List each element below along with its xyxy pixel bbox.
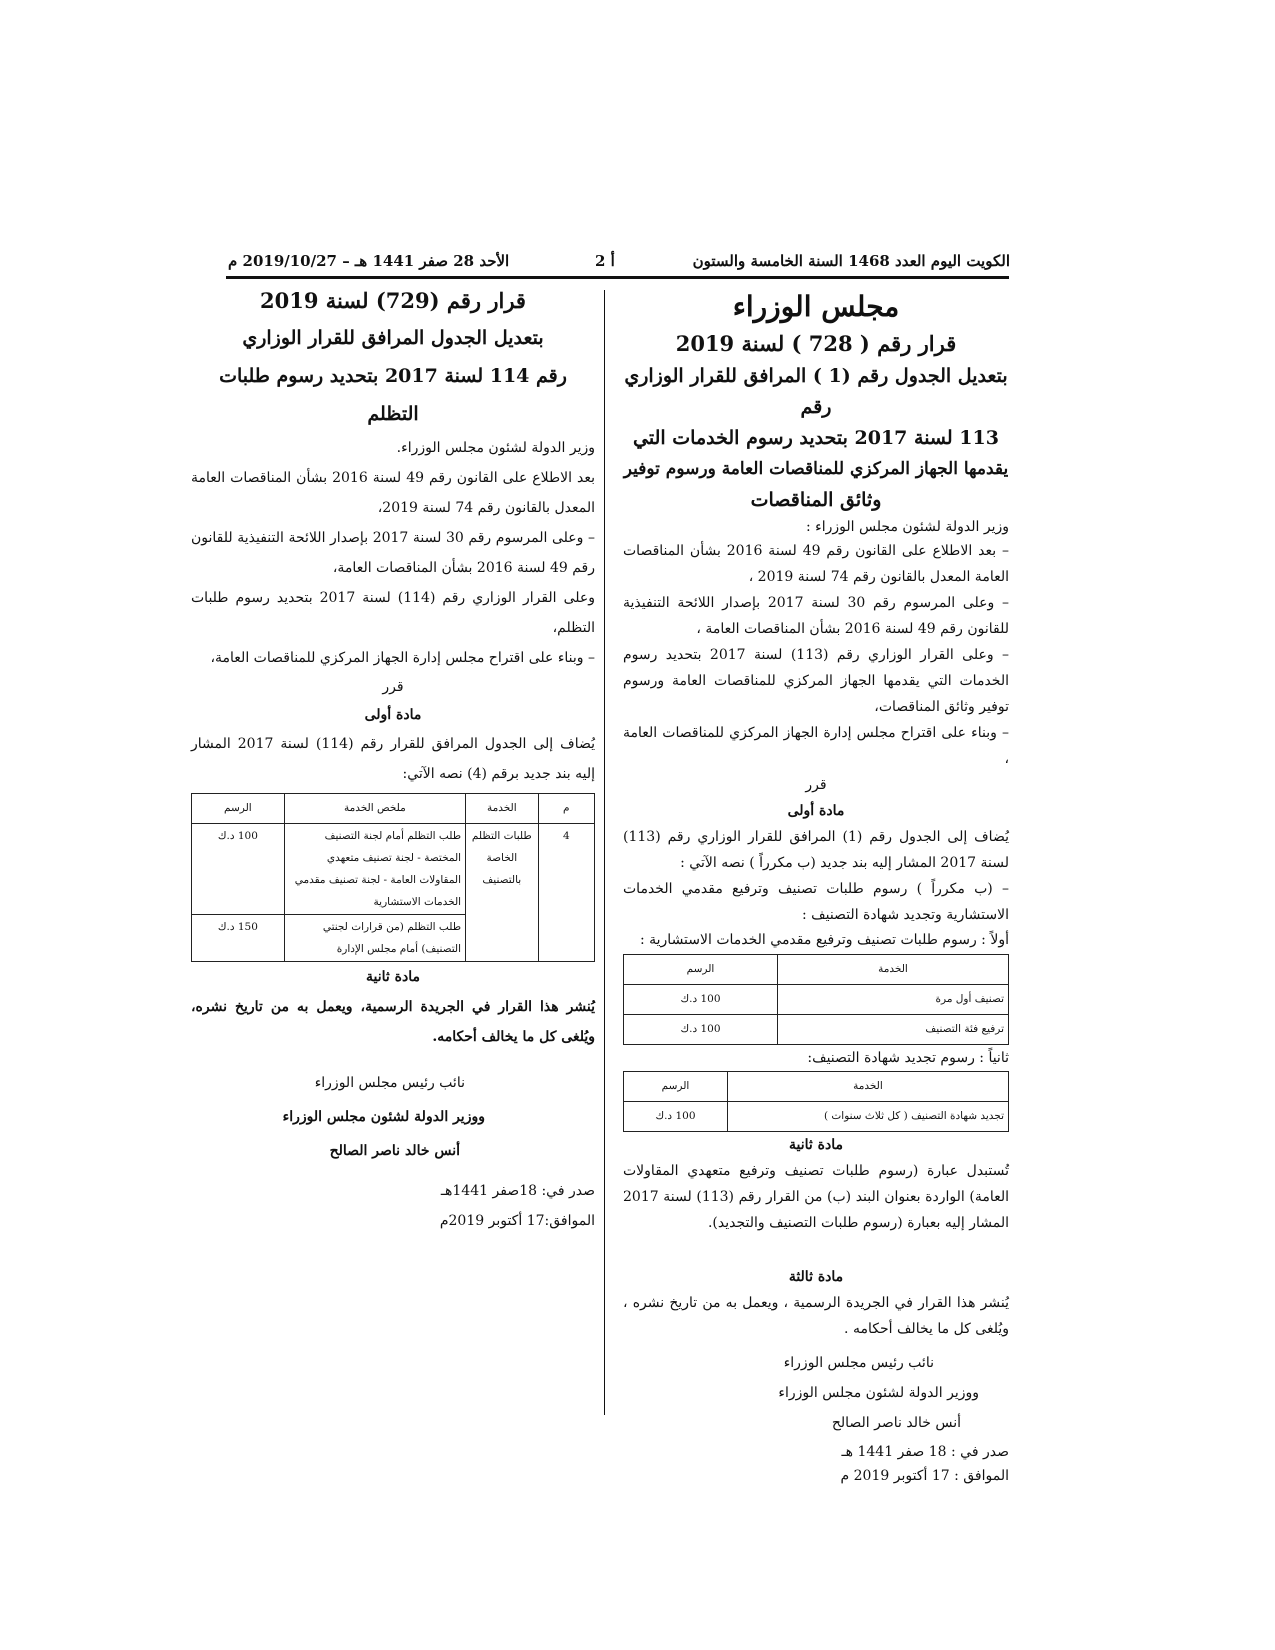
table-header-fee: الرسم	[624, 1072, 728, 1102]
signatory-title-2: ووزير الدولة لشئون مجلس الوزراء	[282, 1109, 485, 1125]
preamble-decision: وعلى القرار الوزاري رقم (114) لسنة 2017 بتحديد رسوم طلبات التظلم،	[191, 590, 595, 636]
preamble-decision: – وعلى القرار الوزاري رقم (113) لسنة 2017 بتحديد رسوم الخدمات التي يقدمها الجهاز المركزي للمناقصات العامة ورسوم توفير وثائق المناقصات،	[623, 647, 1009, 715]
article-1-text: يُضاف إلى الجدول المرافق للقرار رقم (114) لسنة 2017 المشار إليه بند جديد برقم (4) نصه الآتي:	[191, 736, 596, 782]
table-cell-service: تصنيف أول مرة	[778, 985, 1009, 1015]
consulting-fees-table	[623, 954, 1009, 1045]
cabinet-heading: مجلس الوزراء	[732, 290, 900, 323]
decision-728-title-line: بتعديل الجدول رقم (1 ) المرافق للقرار الوزاري رقم	[624, 365, 1008, 418]
article-3-text: يُنشر هذا القرار في الجريدة الرسمية ، ويعمل به من تاريخ نشره ، ويُلغى كل ما يخالف أحكامه .	[623, 1295, 1009, 1337]
table-cell-number: 4	[538, 824, 594, 962]
header-page-number: أ 2	[595, 252, 615, 270]
article-2-text: يُنشر هذا القرار في الجريدة الرسمية، ويعمل به من تاريخ نشره، ويُلغى كل ما يخالف أحكامه.	[191, 999, 595, 1045]
preamble-proposal: – وبناء على اقتراح مجلس إدارة الجهاز المركزي للمناقصات العامة ،	[623, 725, 1009, 767]
gregorian-date: الموافق:17 أكتوبر 2019م	[439, 1213, 595, 1229]
table-header-summary: ملخص الخدمة	[284, 794, 465, 824]
article-3-title: مادة ثالثة	[788, 1269, 844, 1285]
article-1-title: مادة أولى	[364, 707, 422, 723]
preamble-law: – بعد الاطلاع على القانون رقم 49 لسنة 2016 بشأن المناقصات العامة المعدل بالقانون رقم 74 لسنة 2019 ،	[623, 543, 1010, 585]
preamble-law: بعد الاطلاع على القانون رقم 49 لسنة 2016 بشأن المناقصات العامة المعدل بالقانون رقم 74 لسنة 2019،	[191, 470, 595, 516]
table-header-service: الخدمة	[466, 794, 539, 824]
table-header-number: م	[538, 794, 594, 824]
second-section-label: ثانياً : رسوم تجديد شهادة التصنيف:	[807, 1050, 1009, 1066]
table-cell-fee: 100 د.ك	[192, 824, 285, 915]
decision-729-column	[191, 283, 595, 1236]
article-2-text: تُستبدل عبارة (رسوم طلبات تصنيف وترفيع متعهدي المقاولات العامة) الواردة بعنوان البند (ب) من القرار رقم (113) لسنة 2017 المشار إليه بعبارة (رسوم طلبات التصنيف والتجديد).	[623, 1163, 1009, 1231]
decision-728-number: قرار رقم ( 728 ) لسنة 2019	[675, 331, 957, 356]
minister-line: وزير الدولة لشئون مجلس الوزراء.	[396, 440, 595, 456]
grievance-fees-table	[191, 793, 595, 962]
preamble-proposal: – وبناء على اقتراح مجلس إدارة الجهاز المركزي للمناقصات العامة،	[210, 650, 595, 666]
table-cell-service: طلبات التظلم الخاصة بالتصنيف	[466, 824, 539, 962]
table-header-service: الخدمة	[727, 1072, 1008, 1102]
table-header-fee: الرسم	[624, 955, 778, 985]
article-1-title: مادة أولى	[787, 803, 845, 819]
decision-728-title-line: يقدمها الجهاز المركزي للمناقصات العامة ورسوم توفير	[623, 459, 1009, 479]
column-divider	[604, 290, 605, 1415]
decision-728-column	[623, 287, 1009, 1488]
table-cell-fee: 100 د.ك	[624, 1015, 778, 1045]
gregorian-date: الموافق : 17 أكتوبر 2019 م	[840, 1468, 1009, 1484]
issued-date: صدر في : 18 صفر 1441 هـ	[841, 1444, 1009, 1460]
table-row	[192, 824, 595, 915]
table-row	[624, 985, 1009, 1015]
article-2-title: مادة ثانية	[366, 969, 420, 985]
table-cell-service: ترفيع فئة التصنيف	[778, 1015, 1009, 1045]
table-cell-fee: 100 د.ك	[624, 985, 778, 1015]
table-cell-summary: طلب التظلم (من قرارات لجنتي التصنيف) أمام مجلس الإدارة	[284, 915, 465, 962]
table-cell-fee: 100 د.ك	[624, 1102, 728, 1132]
signatory-name: أنس خالد ناصر الصالح	[831, 1415, 961, 1431]
table-row	[624, 1015, 1009, 1045]
decision-728-title-line: وثائق المناقصات	[750, 489, 882, 511]
preamble-decree: – وعلى المرسوم رقم 30 لسنة 2017 بإصدار اللائحة التنفيذية للقانون رقم 49 لسنة 2016 بشأن المناقصات العامة،	[191, 530, 595, 576]
article-1-text: يُضاف إلى الجدول رقم (1) المرافق للقرار الوزاري رقم (113) لسنة 2017 المشار إليه بند جديد (ب مكرراً ) نصه الآتي :	[623, 829, 1009, 871]
table-row	[624, 1102, 1009, 1132]
decision-728-title-line: 113 لسنة 2017 بتحديد رسوم الخدمات التي	[633, 427, 999, 449]
decision-729-number: قرار رقم (729) لسنة 2019	[260, 288, 526, 313]
decided-label: قرر	[805, 777, 827, 793]
preamble-decree: – وعلى المرسوم رقم 30 لسنة 2017 بإصدار اللائحة التنفيذية للقانون رقم 49 لسنة 2016 بشأن المناقصات العامة ،	[623, 595, 1009, 637]
decision-729-title-line: بتعديل الجدول المرافق للقرار الوزاري	[242, 327, 544, 349]
issued-date: صدر في: 18صفر 1441هـ	[440, 1183, 595, 1199]
article-1-item: – (ب مكرراً ) رسوم طلبات تصنيف وترفيع مقدمي الخدمات الاستشارية وتجديد شهادة التصنيف :	[623, 881, 1009, 923]
table-cell-summary: طلب التظلم أمام لجنة التصنيف المختصة - لجنة تصنيف متعهدي المقاولات العامة - لجنة تصنيف مقدمي الخدمات الاستشارية	[284, 824, 465, 915]
article-2-title: مادة ثانية	[789, 1137, 843, 1153]
signatory-title-1: نائب رئيس مجلس الوزراء	[783, 1355, 934, 1371]
signatory-title-1: نائب رئيس مجلس الوزراء	[314, 1075, 465, 1091]
table-cell-fee: 150 د.ك	[192, 915, 285, 962]
renewal-fees-table	[623, 1071, 1009, 1132]
table-cell-service: تجديد شهادة التصنيف ( كل ثلاث سنوات )	[727, 1102, 1008, 1132]
signatory-title-2: ووزير الدولة لشئون مجلس الوزراء	[778, 1385, 979, 1401]
header-date: الأحد 28 صفر 1441 هـ – 2019/10/27 م	[228, 252, 510, 270]
minister-line: وزير الدولة لشئون مجلس الوزراء :	[805, 519, 1009, 535]
header-gazette-info: الكويت اليوم العدد 1468 السنة الخامسة والستون	[692, 252, 1010, 270]
table-header-fee: الرسم	[192, 794, 285, 824]
signatory-name: أنس خالد ناصر الصالح	[329, 1143, 460, 1159]
decision-729-title-line: رقم 114 لسنة 2017 بتحديد رسوم طلبات التظلم	[219, 365, 567, 425]
header-rule	[226, 276, 1009, 279]
first-section-label: أولاً : رسوم طلبات تصنيف وترفيع مقدمي الخدمات الاستشارية :	[639, 932, 1009, 948]
decided-label: قرر	[382, 679, 404, 695]
table-header-service: الخدمة	[778, 955, 1009, 985]
